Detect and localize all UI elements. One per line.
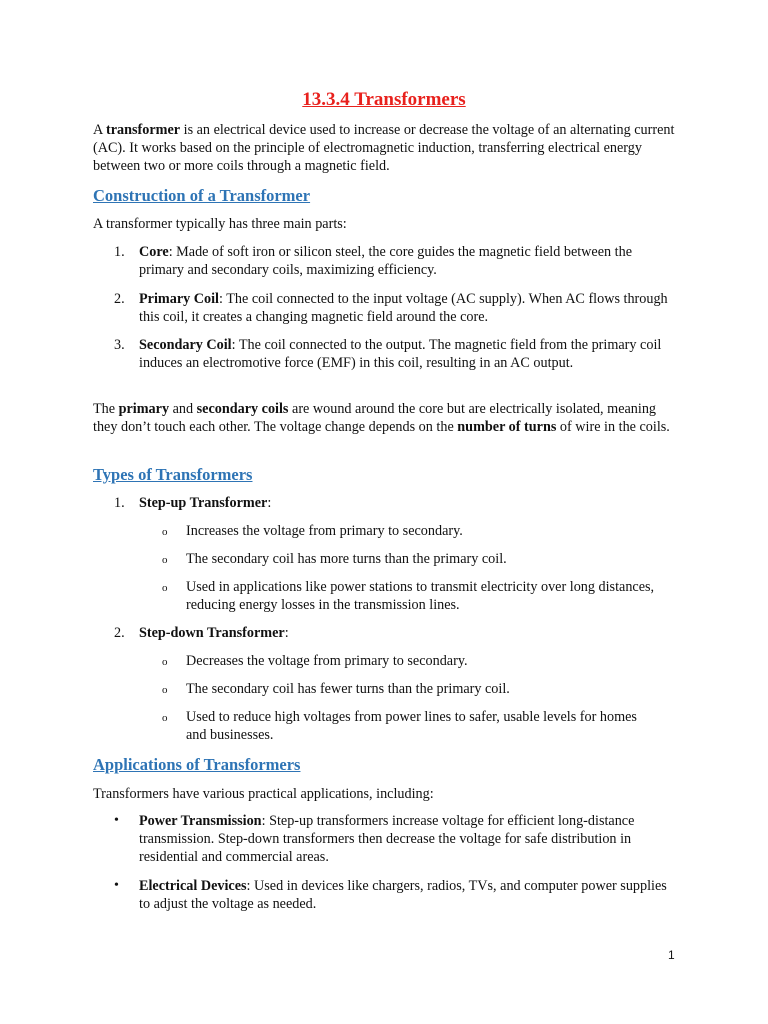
circle-bullet-icon: o [162,526,168,538]
list-number: 2. [114,625,125,641]
item-text: : Used in devices like chargers, radios, TVs, and computer power supplies to adjust the voltage as needed. [139,878,667,912]
sub-list-item: Used in applications like power stations to transmit electricity over long distances, reducing energy losses in the transmission lines. [186,579,655,613]
list-item-secondary-coil [139,336,679,372]
para-term: secondary coils [196,401,289,417]
circle-bullet-icon: o [162,712,168,724]
list-item-primary-coil [139,290,679,326]
heading-types: Types of Transformers [93,465,253,484]
item-text: : Step-up transformers increase voltage for efficient long-distance transmission. Step-down transformers then decrease the voltage for safe distribution in residential and commercial areas. [139,813,635,865]
list-number: 1. [114,244,125,260]
item-term: Power Transmission [139,813,262,829]
para-text: of wire in the coils. [556,419,670,435]
para-term: primary [118,401,170,417]
intro-paragraph [93,121,678,175]
sub-list-item: Used to reduce high voltages from power lines to safer, usable levels for homes and businesses. [186,709,637,743]
sub-list-item: Increases the voltage from primary to secondary. [186,523,463,539]
item-text: : [284,625,289,641]
item-term: Secondary Coil [139,337,232,353]
para-text: and [169,401,197,417]
item-term: Step-down Transformer [139,625,285,641]
page-number: 1 [668,948,675,962]
circle-bullet-icon: o [162,582,168,594]
para-term: number of turns [457,419,557,435]
item-term: Core [139,244,169,260]
intro-text: is an electrical device used to increase or decrease the voltage of an alternating current (AC). It works based on the principle of electromagnetic induction, transferring electrical energy between two or more coils through a magnetic field. [93,122,675,174]
item-text: : The coil connected to the input voltage (AC supply). When AC flows through this coil, it creates a changing magnetic field around the core. [139,291,668,325]
list-item-electrical-devices [139,877,679,913]
item-text: : [267,495,272,511]
item-text: : The coil connected to the output. The magnetic field from the primary coil induces an electromotive force (EMF) in this coil, resulting in an AC output. [139,337,662,371]
page-title: 13.3.4 Transformers [302,89,466,110]
intro-text: A [93,122,107,138]
circle-bullet-icon: o [162,554,168,566]
bullet-icon: • [114,878,119,893]
item-text: : Made of soft iron or silicon steel, the core guides the magnetic field between the primary and secondary coils, maximizing efficiency. [139,244,632,278]
intro-term: transformer [106,122,181,138]
para-text: are wound around the core but are electrically isolated, meaning they don’t touch each other. The voltage change depends on the [93,401,657,435]
circle-bullet-icon: o [162,684,168,696]
sub-list-item: Decreases the voltage from primary to secondary. [186,653,468,669]
sub-list-item: The secondary coil has more turns than the primary coil. [186,551,507,567]
list-item-step-down [139,624,679,642]
list-item-core [139,243,679,279]
list-item-power-transmission [139,812,679,866]
item-term: Step-up Transformer [139,495,268,511]
list-number: 2. [114,291,125,307]
list-number: 1. [114,495,125,511]
coils-paragraph [93,400,678,436]
item-term: Electrical Devices [139,878,247,894]
item-term: Primary Coil [139,291,219,307]
construction-lead: A transformer typically has three main parts: [93,216,347,232]
circle-bullet-icon: o [162,656,168,668]
applications-lead: Transformers have various practical applications, including: [93,786,434,802]
para-text: The [93,401,119,417]
list-number: 3. [114,337,125,353]
list-item-step-up [139,494,679,512]
heading-applications: Applications of Transformers [93,755,301,774]
bullet-icon: • [114,813,119,828]
heading-construction: Construction of a Transformer [93,186,311,205]
sub-list-item: The secondary coil has fewer turns than the primary coil. [186,681,510,697]
